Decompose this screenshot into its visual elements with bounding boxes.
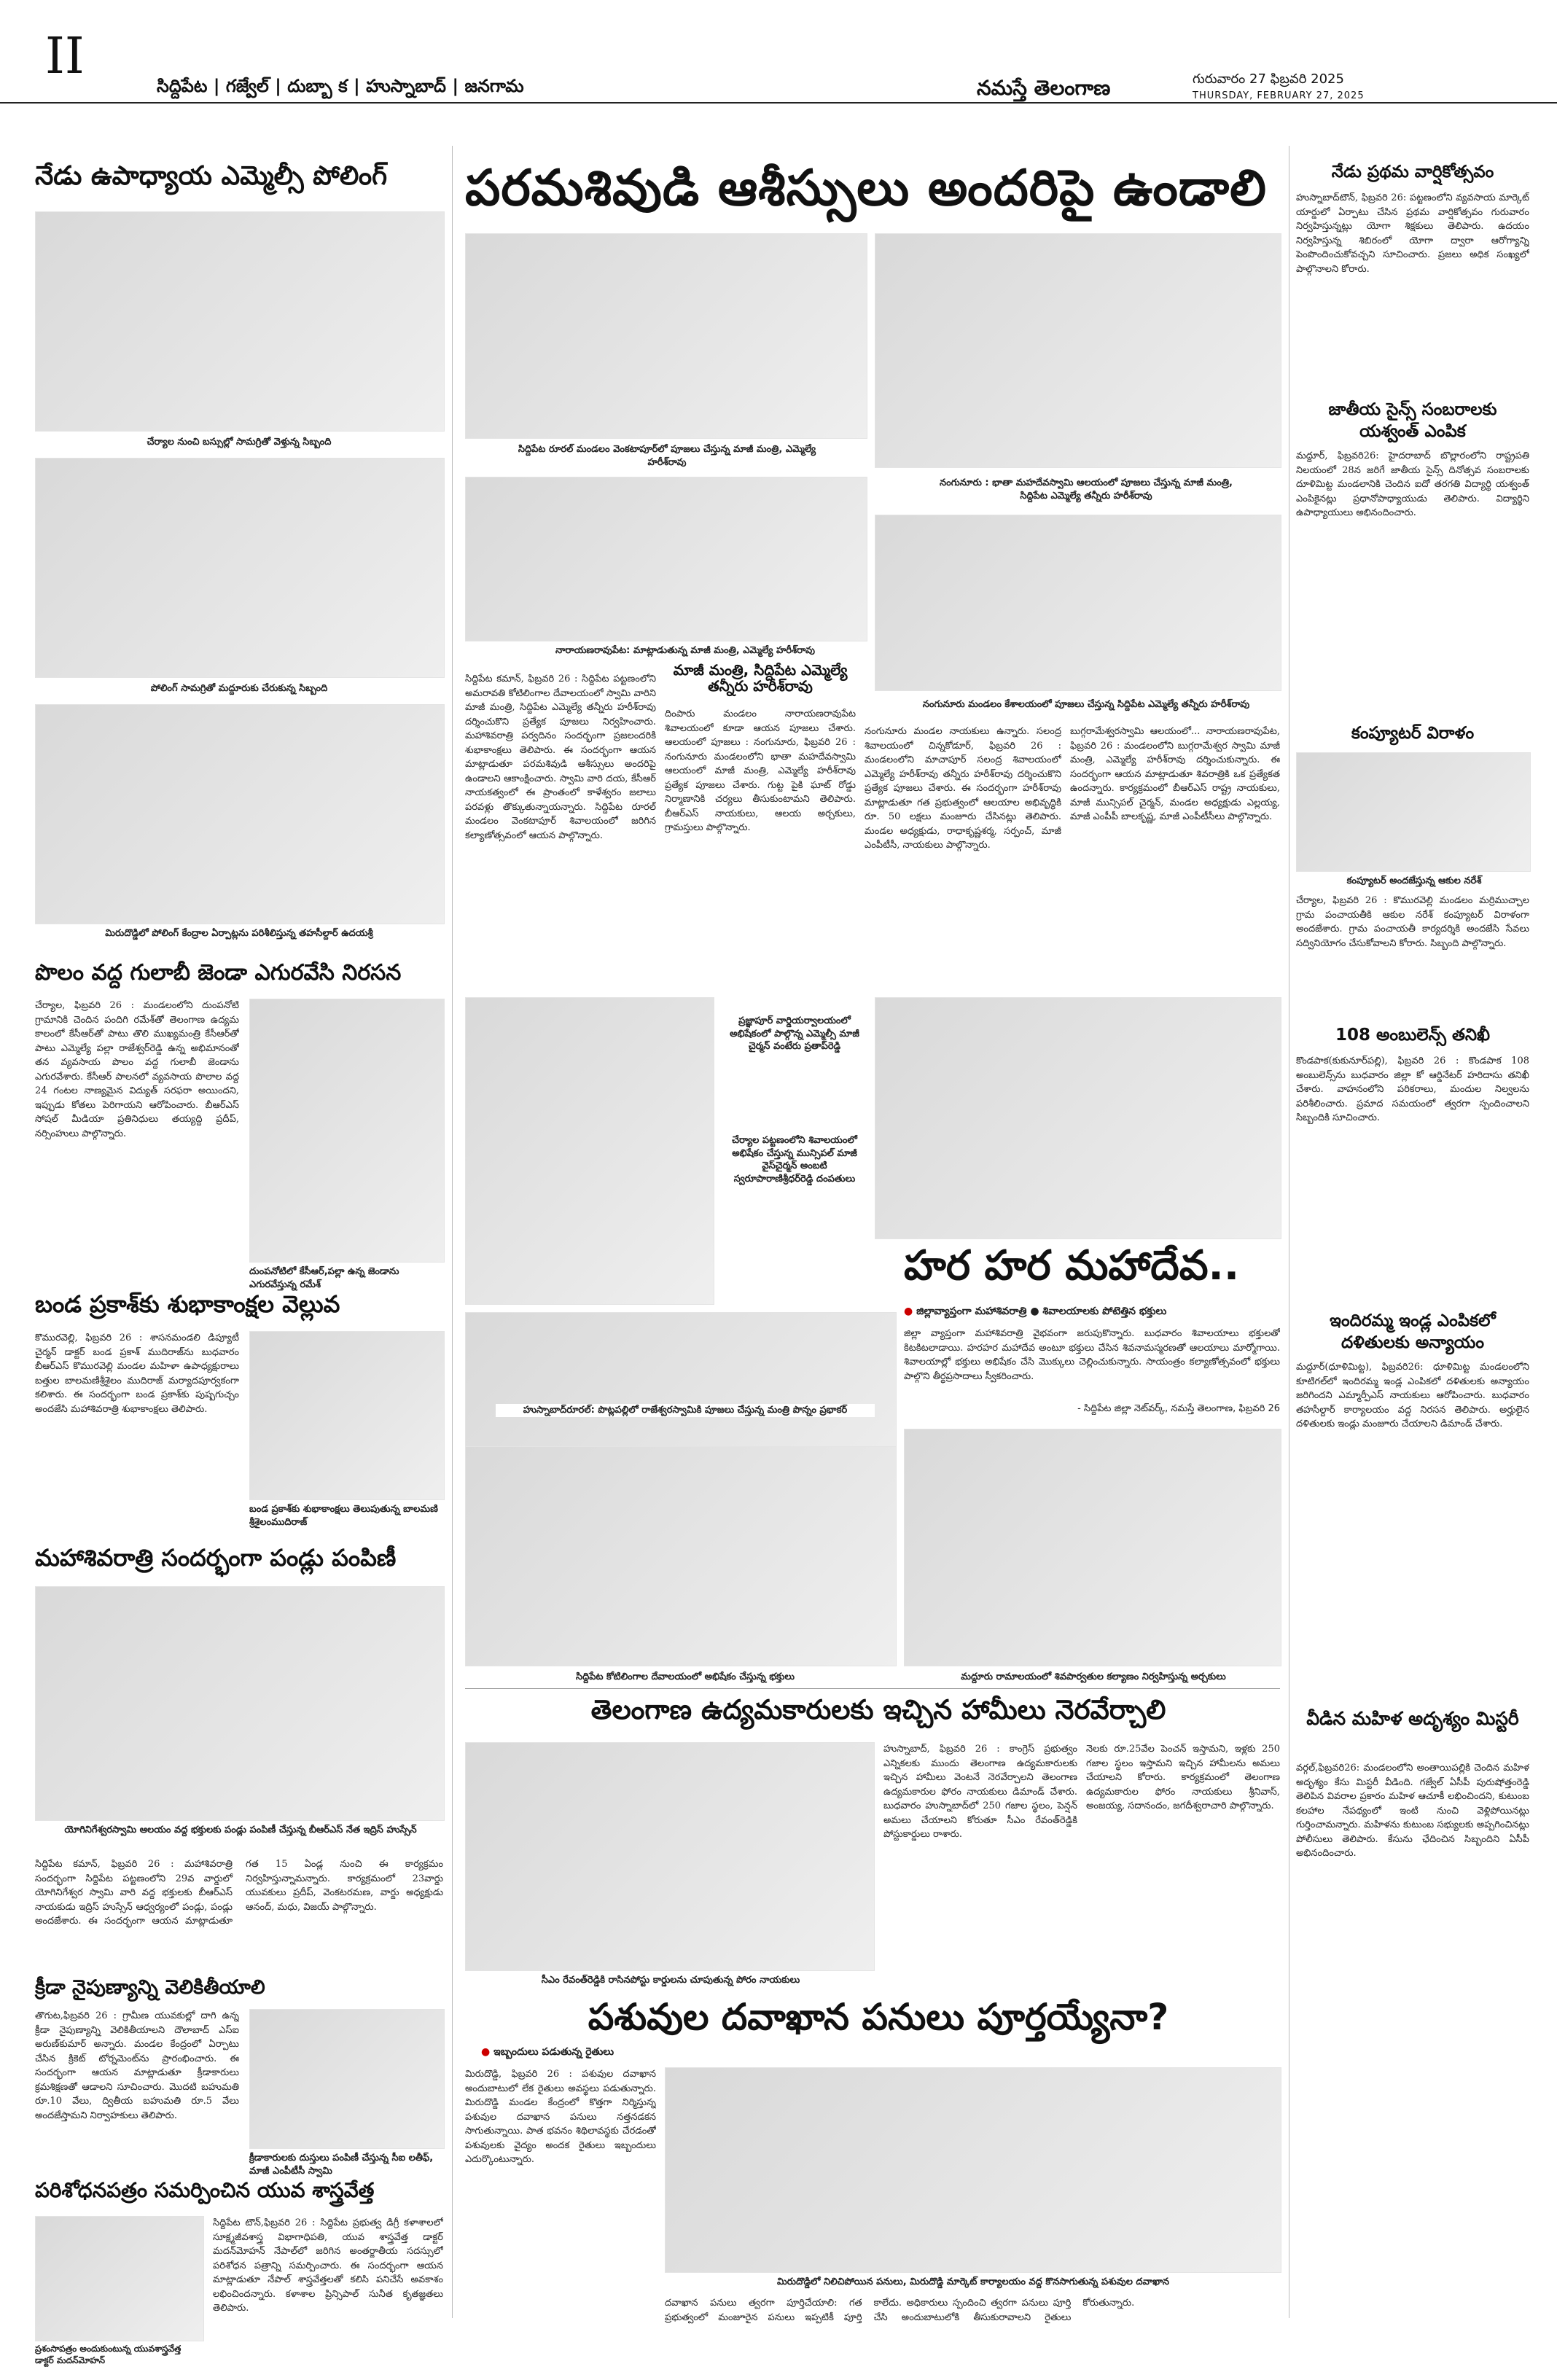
caption-polling-inspection: మిరుదొడ్డిలో పోలింగ్ కేంద్రాల ఏర్పాట్లను పరిశీలిస్తున్న తహసీల్దార్ ఉదయశ్రీ — [105, 928, 373, 939]
headline-computer: కంప్యూటర్ విరాళం — [1351, 724, 1475, 743]
caption-kotilingala: సిద్దిపేట కోటిలింగాల దేవాలయంలో అభిషేకం చేస్తున్న భక్తులు — [575, 1671, 795, 1682]
caption-scientist: ప్రశంసాపత్రం అందుకుంటున్న యువశాస్త్రవేత్త డాక్టర్ మదన్‌మోహన్ — [35, 2344, 182, 2366]
lead-column-4: బుగ్గరామేశ్వరస్వామి ఆలయంలో... నారాయణరావుపేట, ఫిబ్రవరి 26 : మండలంలోని బుగ్గరామేశ్వర స్వామి మాజీ మంత్రి, ఎమ్మెల్యే హరీశ్‌రావు దర్శించుకున్నారు. ఈ సందర్భంగా ఆయన మాట్లాడుతూ శివరాత్రికి ఒక ప్రత్యేకత ఉందన్నారు. కార్యక్రమంలో బీఆర్ఎస్ రాష్ట్ర నాయకులు, మాజీ మున్సిపల్ చైర్మన్, మండల అధ్యక్షుడు ఎల్లయ్య, మాజీ ఎంపీపీ బాలకృష్ణ, మాజీ ఎంపీటీసీలు పాల్గొన్నారు. — [1070, 726, 1280, 822]
photo-lead-2 — [875, 233, 1281, 468]
photo-activists — [465, 1742, 875, 1971]
article-shivaratri: జిల్లా వ్యాప్తంగా మహాశివరాత్రి వైభవంగా జరుపుకొన్నారు. బుధవారం శివాలయాలు భక్తులతో కిటకిటలాడాయి. హరహర మహాదేవ అంటూ భక్తులు చేసిన శివనామస్మరణతో ఆలయాలు మార్మోగాయి. శివాలయాల్లో భక్తులు అభిషేకం చేసి మొక్కులు చెల్లించుకున్నారు. సాయంత్రం కల్యాణోత్సవంలో భక్తులు పాల్గొని తీర్థప్రసాదాలు స్వీకరించారు. — [904, 1328, 1280, 1382]
photo-polling-staff — [35, 458, 445, 678]
date-telugu: గురువారం 27 ఫిబ్రవరి 2025 — [1193, 71, 1344, 87]
article-science: మద్దూర్, ఫిబ్రవరి26: హైదరాబాద్ బొల్లారంలోని రాష్ట్రపతి నిలయంలో 28న జరిగే జాతీయ సైన్స్ దినోత్సవ సంబరాలకు దూళిమిట్ట మండలానికి చెందిన ఐదో తరగతి విద్యార్థి యశ్వంత్ ఎంపికైనట్లు ప్రధానోపాధ్యాయుడు తెలిపారు. విద్యార్థిని ఉపాధ్యాయులు అభినందించారు. — [1296, 450, 1529, 518]
caption-maddur-kalyanam: మద్దూరు రామాలయంలో శివపార్వతుల కల్యాణం నిర్వహిస్తున్న అర్చకులు — [961, 1671, 1226, 1682]
regions-line: సిద్దిపేట | గజ్వేల్ | దుబ్బా క | హుస్నాబాద్ | జనగామ — [157, 76, 524, 96]
article-scientist: సిద్దిపేట టౌన్,ఫిబ్రవరి 26 : సిద్దిపేట ప్రభుత్వ డిగ్రీ కళాశాలలో సూక్ష్మజీవశాస్త్ర విభాగాధిపతి, యువ శాస్త్రవేత్త డాక్టర్ మదన్‌మోహన్ నేపాల్‌లో జరిగిన అంతర్జాతీయ సదస్సులో పరిశోధన పత్రాన్ని సమర్పించారు. ఈ సందర్భంగా ఆయన మాట్లాడుతూ నేపాల్ శాస్త్రవేత్తలతో కలిసి పనిచేసే అవకాశం లభించిందన్నారు. కళాశాల ప్రిన్సిపాల్ సునీత కృతజ్ఞతలు తెలిపారు. — [213, 2217, 443, 2314]
caption-lead-1: సిద్దిపేట రూరల్ మండలం వెంకటాపూర్‌లో పూజలు చేస్తున్న మాజీ మంత్రి, ఎమ్మెల్యే హరీశ్‌రావు — [518, 444, 816, 468]
article-cattle-1: మిరుదొడ్డి, ఫిబ్రవరి 26 : పశువుల దవాఖాన అందుబాటులో లేక రైతులు అవస్థలు పడుతున్నారు. మిరుదొడ్డి మండల కేంద్రంలో కొత్తగా నిర్మిస్తున్న పశువుల దవాఖాన పనులు నత్తనడకన సాగుతున్నాయి. పాత భవనం శిథిలావస్థకు చేరడంతో పశువులకు వైద్యం అందక రైతులు ఇబ్బందులు ఎదుర్కొంటున్నారు. — [465, 2069, 656, 2165]
photo-kotilingala — [465, 1446, 897, 1666]
caption-polling-staff: పోలింగ్ సామగ్రితో మద్దూరుకు చేరుకున్న సిబ్బంది — [150, 683, 328, 694]
caption-lead-4: నంగునూరు మండలం కేశాలయంలో పూజలు చేస్తున్న సిద్దిపేట ఎమ్మెల్యే తన్నీరు హరీశ్‌రావు — [922, 699, 1250, 710]
caption-banda-prakash: బండ ప్రకాశ్‌కు శుభాకాంక్షలు తెలుపుతున్న బాలమణి శ్రీశైలంముదిరాజ్ — [249, 1504, 438, 1528]
photo-chennur — [465, 997, 714, 1305]
photo-fruits — [35, 1586, 445, 1821]
caption-cattle-hospital: మిరుదొడ్డిలో నిలిచిపోయిన పనులు, మిరుదొడ్డి మార్కెట్ కార్యాలయం వద్ద కొనసాగుతున్న పశువుల దవాఖాన — [777, 2276, 1169, 2287]
headline-hara-hara: హర హర మహాదేవ.. — [904, 1242, 1240, 1290]
photo-pink-flag — [249, 999, 445, 1263]
photo-temple-crowd — [875, 997, 1281, 1239]
photo-polling-bus — [35, 211, 445, 432]
headline-anniversary: నేడు ప్రథమ వార్షికోత్సవం — [1331, 163, 1494, 182]
article-anniversary: హుస్నాబాద్‌టౌన్, ఫిబ్రవరి 26: పట్టణంలోని వ్యవసాయ మార్కెట్ యార్డులో ఏర్పాటు చేసిన ప్రథమ వార్షికోత్సవం గురువారం నిర్వహిస్తున్నట్లు యోగా శిక్షకులు తెలిపారు. ఉదయం నిర్వహిస్తున్న శిబిరంలో యోగా ద్వారా ఆరోగ్యాన్ని పెంపొందించుకోవచ్చని సూచించారు. ప్రజలు అధిక సంఖ్యలో పాల్గొనాలని కోరారు. — [1296, 192, 1529, 275]
headline-pink-flag: పొలం వద్ద గులాబీ జెండా ఎగురవేసి నిరసన — [35, 960, 402, 986]
headline-housing: ఇందిరమ్మ ఇండ్ల ఎంపికలో దళితులకు అన్యాయం — [1330, 1311, 1496, 1352]
tag-cattle-hospital: ● ఇబ్బందులు పడుతున్న రైతులు — [481, 2045, 846, 2059]
headline-banda-prakash: బండ ప్రకాశ్‌కు శుభాకాంక్షల వెల్లువ — [35, 1290, 340, 1318]
column-rule — [452, 146, 453, 2318]
lead-headline: పరమశివుడి ఆశీస్సులు అందరిపై ఉండాలి — [465, 160, 1268, 217]
article-missing-woman: వర్గల్,ఫిబ్రవరి26: మండలంలోని అంతాయిపల్లికి చెందిన మహిళ అదృశ్యం కేసు మిస్టరీ వీడింది. గజ్వేల్ ఏసీపీ పురుషోత్తంరెడ్డి తెలిపిన వివరాల ప్రకారం మహిళ ఆచూకీ లభించిందని, కుటుంబ కలహాల నేపథ్యంలో ఇంటి నుంచి వెళ్లిపోయినట్లు గుర్తించామన్నారు. మహిళను కుటుంబ సభ్యులకు అప్పగించినట్లు పోలీసులు తెలిపారు. కేసును ఛేదించిన సిబ్బందిని ఏసీపీ అభినందించారు. — [1296, 1763, 1529, 1859]
article-ambulance: కొండపాక(కుకునూర్‌పల్లి), ఫిబ్రవరి 26 : కొండపాక 108 అంబులెన్స్‌ను బుధవారం జిల్లా కో ఆర్డినేటర్ హరిదాసు తనిఖీ చేశారు. వాహనంలోని పరికరాలు, మందుల నిల్వలను పరిశీలించారు. ప్రమాద సమయంలో త్వరగా స్పందించాలని సిబ్బందికి సూచించారు. — [1296, 1056, 1529, 1123]
photo-lead-4 — [875, 515, 1281, 691]
photo-scientist — [35, 2216, 204, 2341]
tags-shivaratri: ● జిల్లావ్యాప్తంగా మహాశివరాత్రి ● శివాలయాలకు పోటెత్తిన భక్తులు — [904, 1305, 1283, 1319]
caption-activists: సీఎం రేవంత్‌రెడ్డికి రాసినపోస్టు కార్డులను చూపుతున్న పోరం నాయకులు — [541, 1975, 800, 1986]
caption-lead-3: నారాయణరావుపేట: మాట్లాడుతున్న మాజీ మంత్రి, ఎమ్మెల్యే హరీశ్‌రావు — [555, 645, 815, 656]
photo-sports — [249, 2009, 445, 2149]
article-activists-2: నెలకు రూ.25వేల పెంచన్ ఇస్తామని, ఇళ్లకు 250 గజాల స్థలం ఇస్తామని ఇచ్చిన హామీలను అమలు చేయాలని కోరారు. కార్యక్రమంలో తెలంగాణ ఉద్యమకారుల ఫోరం నాయకులు శ్రీనివాస్, అంజయ్య, సదానందం, జగదీశ్వరాచారి పాల్గొన్నారు. — [1086, 1744, 1280, 1811]
caption-ponnam: హుస్నాబాద్‌రూరల్: పొట్లపల్లిలో రాజేశ్వరస్వామికి పూజలు చేస్తున్న మంత్రి పొన్నం ప్రభాకర్ — [496, 1404, 875, 1417]
article-sports: తొగుట,ఫిబ్రవరి 26 : గ్రామీణ యువకుల్లో దాగి ఉన్న క్రీడా నైపుణ్యాన్ని వెలికితీయాలని దౌలాబాద్ ఎస్ఐ అరుణ్‌కుమార్ అన్నారు. మండల కేంద్రంలో ఏర్పాటు చేసిన క్రికెట్ టోర్నమెంట్‌ను ప్రారంభించారు. ఈ సందర్భంగా ఆయన మాట్లాడుతూ క్రీడాకారులు క్రమశిక్షణతో ఆడాలని సూచించారు. మొదటి బహుమతి రూ.10 వేలు, ద్వితీయ బహుమతి రూ.5 వేలు అందజేస్తామని నిర్వాహకులు తెలిపారు. — [35, 2010, 239, 2121]
lead-subhead: మాజీ మంత్రి, సిద్దిపేట ఎమ్మెల్యే తన్నీరు హరీశ్‌రావు — [673, 661, 848, 695]
date-english: THURSDAY, FEBRUARY 27, 2025 — [1193, 90, 1365, 101]
page-number: II — [45, 28, 85, 85]
lead-column-3: నంగునూరు మండల నాయకులు ఉన్నారు. సలంద్ర శివాలయంలో చిన్నకోడూర్, ఫిబ్రవరి 26 : మండలంలోని మాచాపూర్ సలంద్ర శివాలయంలో ఎమ్మెల్యే హరీశ్‌రావు తన్నీరు హరీశ్‌రావు దర్శించుకొని ప్రత్యేక పూజలు చేశారు. ఈ సందర్భంగా హరీశ్‌రావు మాట్లాడుతూ గత ప్రభుత్వంలో ఆలయాల అభివృద్ధికి రూ. 50 లక్షలు మంజూరు చేసినట్లు తెలిపారు. మండల అధ్యక్షుడు, రాధాకృష్ణశర్మ, సర్పంచ్, మాజీ ఎంపీటీసీ, నాయకులు పాల్గొన్నారు. — [865, 726, 1061, 851]
credit-shivaratri: - సిద్దిపేట జిల్లా నెట్‌వర్క్, నమస్తే తెలంగాణ, ఫిబ్రవరి 26 — [1077, 1403, 1280, 1414]
caption-cheryala: చేర్యాల పట్టణంలోని శివాలయంలో అభిషేకం చేస్తున్న మున్సిపల్ మాజీ వైస్‌చైర్మన్ అంబటి స్వరూపారాణిశ్రీధర్‌రెడ్డి దంపతులు — [732, 1135, 857, 1185]
headline-polling: నేడు ఉపాధ్యాయ ఎమ్మెల్సీ పోలింగ్ — [35, 161, 388, 191]
article-fruits: సిద్దిపేట కమాన్, ఫిబ్రవరి 26 : మహాశివరాత్రి సందర్భంగా సిద్దిపేట పట్టణంలోని 29వ వార్డులో యోగినిగేశ్వర స్వామి వారి వద్ద భక్తులకు బీఆర్ఎస్ నాయకుడు ఇద్రిస్ హుస్సేన్ ఆధ్వర్యంలో పండ్లు, పండ్లు అందజేశారు. ఈ సందర్భంగా ఆయన మాట్లాడుతూ గత 15 ఏండ్ల నుంచి ఈ కార్యక్రమం నిర్వహిస్తున్నామన్నారు. కార్యక్రమంలో 23వార్డు యువకులు ప్రదీప్, వెంకటరమణ, వార్డు అధ్యక్షుడు ఆనంద్, మధు, విజయ్ పాల్గొన్నారు. — [35, 1859, 443, 1927]
section-divider — [465, 1688, 1280, 1689]
lead-column-2: దింపారు మండలం నారాయణరావుపేట శివాలయంలో కూడా ఆయన పూజలు చేశారు. ఆలయంలో పూజలు : నంగునూరు, ఫిబ్రవరి 26 : నంగునూరు మండలంలోని భాతా మహదేవస్వామి ఆలయంలో మాజీ మంత్రి, ఎమ్మెల్యే హరీశ్‌రావు ప్రత్యేక పూజలు చేశారు. గుట్ట పైకి ఘాట్ రోడ్డు నిర్మాణానికి చర్యలు తీసుకుంటామని తెలిపారు. బీఆర్ఎస్ నాయకులు, ఆలయ అర్చకులు, గ్రామస్తులు పాల్గొన్నారు. — [665, 709, 856, 833]
photo-banda-prakash — [249, 1331, 445, 1500]
headline-missing-woman: వీడిన మహిళ అదృశ్యం మిస్టరీ — [1306, 1708, 1519, 1729]
headline-ambulance: 108 అంబులెన్స్ తనిఖీ — [1335, 1026, 1491, 1045]
article-pink-flag: చేర్యాల, ఫిబ్రవరి 26 : మండలంలోని దుంపనోటి గ్రామానికి చెందిన పందిగి రమేశ్‌తో తెలంగాణ ఉద్యమ కాలంలో కేసీఆర్‌తో పాటు తొలి ముఖ్యమంత్రి కేసీఆర్‌తో పాటు ఎమ్మెల్యే పల్లా రాజేశ్వర్‌రెడ్డి ఉన్న అభిమానంతో తన వ్యవసాయ పొలం వద్ద గులాబీ జెండాను ఎగురవేశారు. కేసీఆర్ పాలనలో వ్యవసాయ పొలాల వద్ద 24 గంటల నాణ్యమైన విద్యుత్ సరఫరా అయిందని, ఇప్పుడు కోతలు పెరిగాయని ఆరోపించారు. బీఆర్ఎస్ సోషల్ మీడియా ప్రతినిధులు తయ్యద్ది ప్రదీప్, నర్సింహులు పాల్గొన్నారు. — [35, 1000, 239, 1139]
article-banda-prakash: కొమురవెల్లి, ఫిబ్రవరి 26 : శాసనమండలి డిప్యూటీ చైర్మన్ డాక్టర్ బండ ప్రకాశ్ ముదిరాజ్‌ను బుధవారం బీఆర్ఎస్ కొమురవెల్లి మండల మహిళా ఉపాధ్యక్షురాలు బత్తుల బాలమణిశ్రీశైలం ముదిరాజ్ మర్యాదపూర్వకంగా కలిశారు. ఈ సందర్భంగా బండ ప్రకాశ్‌కు పుష్పగుచ్చం అందజేసి మహాశివరాత్రి శుభాకాంక్షలు తెలిపారు. — [35, 1333, 239, 1415]
caption-computer: కంప్యూటర్ అందజేస్తున్న ఆకుల నరేశ్ — [1346, 875, 1482, 886]
caption-prajnapur: ప్రజ్ఞాపూర్ వార్డియర్వాలయంలో అభిషేకంలో పాల్గొన్న ఎమ్మెల్సీ మాజీ చైర్మన్ వంటేరు ప్రతాప్‌రెడ్డి — [730, 1015, 859, 1053]
photo-cattle-hospital — [665, 2067, 1281, 2273]
masthead — [0, 0, 1557, 104]
photo-polling-inspection — [35, 704, 445, 924]
article-computer: చేర్యాల, ఫిబ్రవరి 26 : కొమురవెల్లి మండలం మర్రిముచ్చాల గ్రామ పంచాయతీకి ఆకుల నరేశ్ కంప్యూటర్ విరాళంగా అందజేశారు. గ్రామ పంచాయతీ కార్యదర్శికి అందజేసి సేవలు సద్వినియోగం చేసుకోవాలని కోరారు. సిబ్బంది పాల్గొన్నారు. — [1296, 895, 1529, 949]
caption-sports: క్రీడాకారులకు దుస్తులు పంపిణీ చేస్తున్న సీఐ లతీఫ్, మాజీ ఎంపీటీసీ స్వామి — [249, 2153, 434, 2177]
headline-fruits: మహాశివరాత్రి సందర్భంగా పండ్లు పంపిణీ — [35, 1544, 397, 1572]
caption-pink-flag: దుంపనోటిలో కేసీఆర్,పల్లా ఉన్న జెండాను ఎగురవేస్తున్న రమేశ్ — [249, 1266, 399, 1290]
headline-science: జాతీయ సైన్స్ సంబరాలకు యశ్వంత్ ఎంపిక — [1328, 400, 1497, 441]
photo-lead-1 — [465, 233, 867, 439]
article-activists-1: హుస్నాబాద్, ఫిబ్రవరి 26 : కాంగ్రెస్ ప్రభుత్వం ఎన్నికలకు ముందు తెలంగాణ ఉద్యమకారులకు ఇచ్చిన హామీలు వెంటనే నెరవేర్చాలని తెలంగాణ ఉద్యమకారుల ఫోరం నాయకులు డిమాండ్ చేశారు. బుధవారం హుస్నాబాద్‌లో 250 గజాల స్థలం, పెన్షన్ అమలు చేయాలని కోరుతూ సీఎం రేవంత్‌రెడ్డికి పోస్టుకార్డులు రాశారు. — [883, 1744, 1077, 1840]
article-housing: మద్దూర్(ధూళిమిట్ట), ఫిబ్రవరి26: ధూళిమిట్ట మండలంలోని కూటిగల్‌లో ఇందిరమ్మ ఇండ్ల ఎంపికలో దళితులకు అన్యాయం జరిగిందని ఎమ్మార్పీఎస్ నాయకులు ఆరోపించారు. బుధవారం తహసీల్దార్ కార్యాలయం వద్ద నిరసన తెలిపారు. అర్హులైన దళితులకు ఇండ్లు మంజూరు చేయాలని డిమాండ్ చేశారు. — [1296, 1362, 1529, 1429]
lead-column-1: సిద్దిపేట కమాన్, ఫిబ్రవరి 26 : సిద్దిపేట పట్టణంలోని అమరావతి కోటిలింగాల దేవాలయంలో స్వామి వారిని మాజీ మంత్రి, సిద్దిపేట ఎమ్మెల్యే తన్నీరు హరీశ్‌రావు దర్శించుకొని ప్రత్యేక పూజలు నిర్వహించారు. మహాశివరాత్రి పర్వదినం సందర్భంగా ప్రజలందరికి శుభాకాంక్షలు తెలిపారు. ఈ సందర్భంగా ఆయన మాట్లాడుతూ పరమశివుడి ఆశీస్సులు అందరిపై ఉండాలని ఆకాంక్షించారు. స్వామి వారి దయ, కేసీఆర్ నాయకత్వంలో ఈ ప్రాంతంలో కాళేశ్వరం జలాలు పరవళ్లు తొక్కుతున్నాయన్నారు. సిద్దిపేట రూరల్ మండలం వెంకటాపూర్ శివాలయంలో జరిగిన కల్యాణోత్సవంలో ఆయన పాల్గొన్నారు. — [465, 674, 656, 841]
paper-name: నమస్తే తెలంగాణ — [977, 76, 1111, 100]
photo-computer — [1296, 752, 1531, 872]
photo-maddur-kalyanam — [904, 1429, 1281, 1666]
headline-activists: తెలంగాణ ఉద్యమకారులకు ఇచ్చిన హామీలు నెరవేర్చాలి — [590, 1694, 1166, 1725]
headline-cattle-hospital: పశువుల దవాఖాన పనులు పూర్తయ్యేనా? — [588, 1996, 1169, 2038]
caption-fruits: యోగినిగేశ్వరస్వామి ఆలయం వద్ద భక్తులకు పండ్లు పంపిణీ చేస్తున్న బీఆర్ఎస్ నేత ఇద్రిస్ హుస్సేన్ — [64, 1825, 417, 1835]
caption-lead-2: నంగునూరు : భాతా మహదేవస్వామి ఆలయంలో పూజలు చేస్తున్న మాజీ మంత్రి, సిద్దిపేట ఎమ్మెల్యే తన్నీరు హరీశ్‌రావు — [940, 477, 1233, 502]
headline-sports: క్రీడా నైపుణ్యాన్ని వెలికితీయాలి — [35, 1976, 265, 1999]
headline-scientist: పరిశోధనపత్రం సమర్పించిన యువ శాస్త్రవేత్త — [35, 2178, 375, 2202]
article-cattle-2: దవాఖాన పనులు త్వరగా పూర్తిచేయాలి: గత ప్రభుత్వంలో మంజూరైన పనులు ఇప్పటికీ పూర్తి కాలేదు. అధికారులు స్పందించి త్వరగా పనులు పూర్తి చేసి అందుబాటులోకి తీసుకురావాలని రైతులు కోరుతున్నారు. — [665, 2298, 1135, 2323]
photo-lead-3 — [465, 477, 867, 641]
caption-polling-bus: చేర్యాల నుంచి బస్సుల్లో సామగ్రితో వెళ్తున్న సిబ్బంది — [147, 437, 332, 448]
